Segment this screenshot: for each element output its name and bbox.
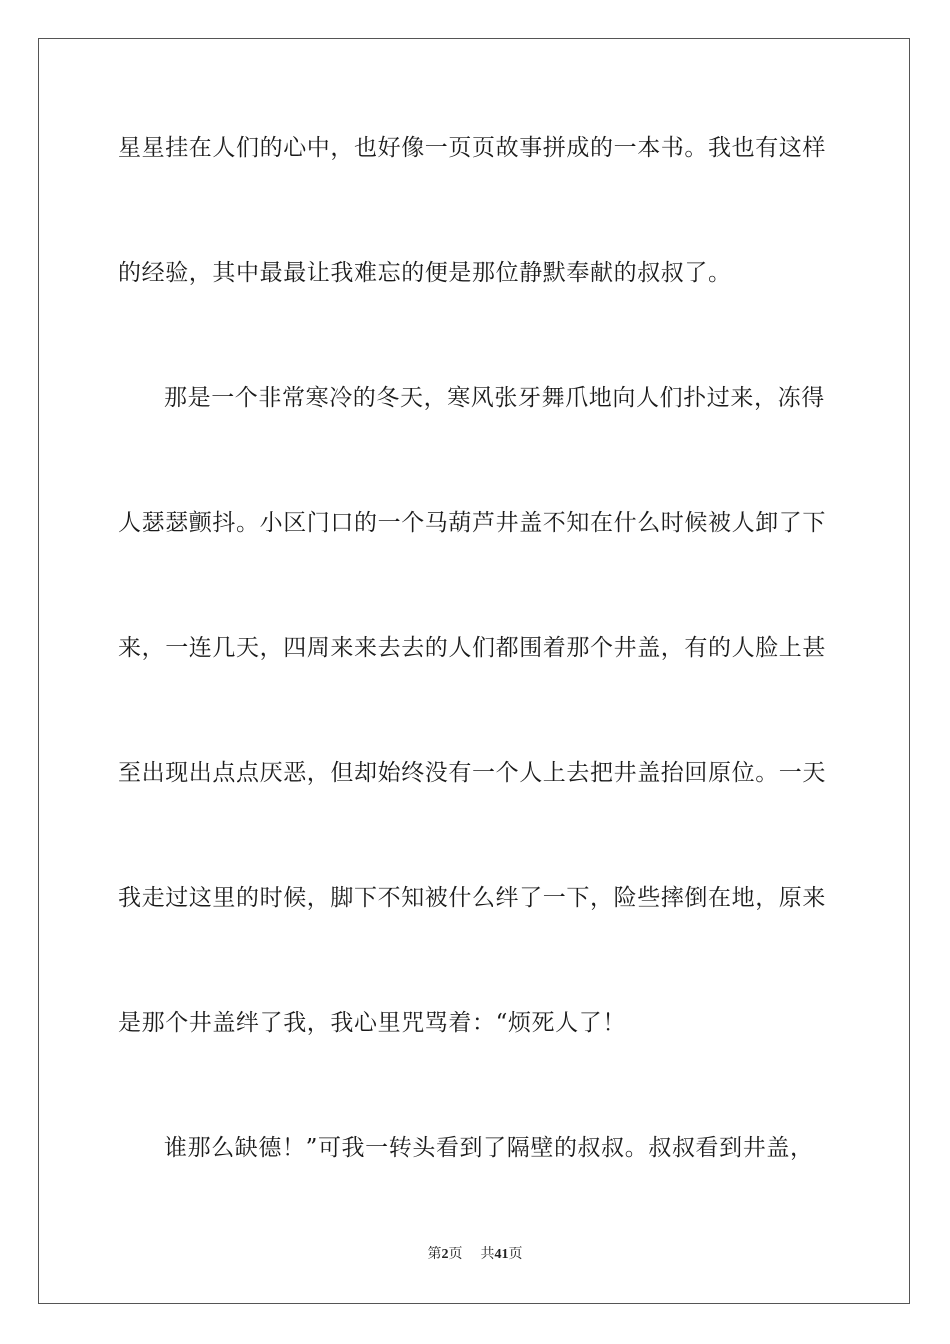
page-suffix: 页 xyxy=(448,1246,463,1262)
total-pages: 41 xyxy=(494,1247,509,1262)
total-suffix: 页 xyxy=(508,1246,523,1262)
text-line-7: 我走过这里的时候，脚下不知被什么绊了一下，险些摔倒在地，原来 xyxy=(118,885,826,911)
text-line-3: 那是一个非常寒冷的冬天，寒风张牙舞爪地向人们扑过来，冻得 xyxy=(164,385,825,411)
text-line-8: 是那个井盖绊了我，我心里咒骂着：“烦死人了！ xyxy=(118,1010,626,1036)
text-line-9: 谁那么缺德！”可我一转头看到了隔壁的叔叔。叔叔看到井盖， xyxy=(164,1135,814,1161)
page-border xyxy=(38,38,910,1304)
total-prefix: 共 xyxy=(480,1246,495,1262)
page-prefix: 第 xyxy=(427,1246,442,1262)
text-line-2: 的经验，其中最最让我难忘的便是那位静默奉献的叔叔了。 xyxy=(118,260,732,286)
text-line-5: 来，一连几天，四周来来去去的人们都围着那个井盖，有的人脸上甚 xyxy=(118,635,826,661)
text-line-6: 至出现出点点厌恶，但却始终没有一个人上去把井盖抬回原位。一天 xyxy=(118,760,826,786)
page-footer xyxy=(0,1245,950,1264)
page-number: 2 xyxy=(441,1247,449,1262)
text-line-1: 星星挂在人们的心中，也好像一页页故事拼成的一本书。我也有这样 xyxy=(118,135,826,161)
text-line-4: 人瑟瑟颤抖。小区门口的一个马葫芦井盖不知在什么时候被人卸了下 xyxy=(118,510,826,536)
